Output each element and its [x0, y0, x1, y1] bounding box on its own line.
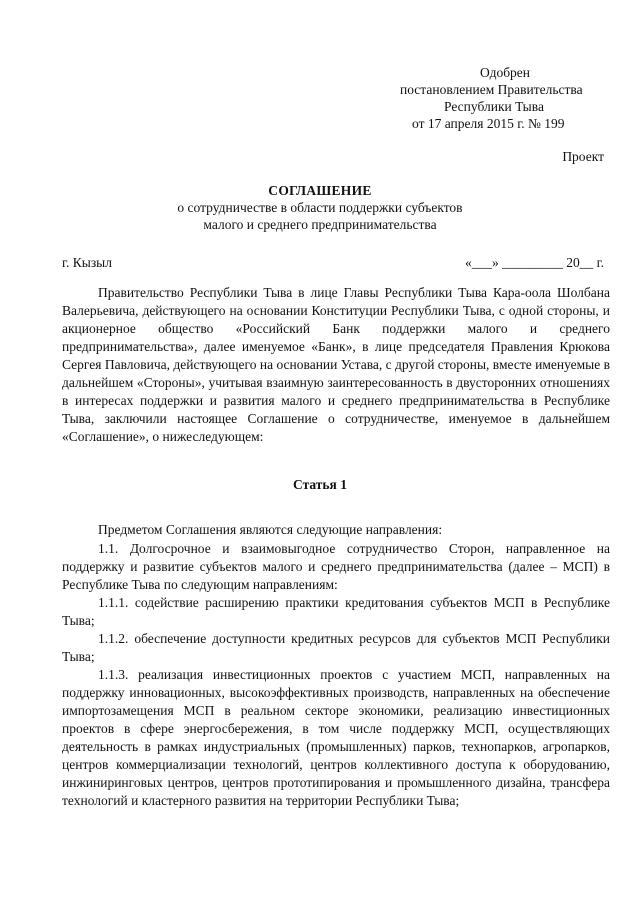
draft-label: Проект — [562, 149, 604, 164]
title-main: СОГЛАШЕНИЕ — [268, 183, 372, 198]
clause-1-1-3: 1.1.3. реализация инвестиционных проектов с участием МСП, направленных на поддержку инновационных, высокоэффективных производств, направленных на обеспечение импортозамещения МСП в реальном секторе экономики, реализацию инвестиционных проектов в сфере энергосбережения, в том числе поддержку МСП, осуществляющих деятельность в рамках индустриальных (промышленных) парков, технопарков, агропарков, центров коммерциализации технологий, центров коллективного доступа к оборудованию, инжиниринговых центров, центров прототипирования и промышленного дизайна, трансфера технологий и кластерного развития на территории Республики Тыва; — [62, 667, 610, 808]
document-title — [0, 182, 640, 233]
clause-1-1: 1.1. Долгосрочное и взаимовыгодное сотрудничество Сторон, направленное на поддержку и развитие субъектов малого и среднего предпринимательства (далее – МСП) в Республике Тыва по следующим направлениям: — [62, 541, 610, 592]
city-label: г. Кызыл — [62, 255, 112, 270]
intro-paragraph: Правительство Республики Тыва в лице Главы Республики Тыва Кара-оола Шолбана Валерьевича, действующего на основании Конституции Республики Тыва, с одной стороны, и акционерное общество «Российский Банк поддержки малого и среднего предпринимательства», далее именуемое «Банк», в лице председателя Правления Крюкова Сергея Павловича, действующего на основании Устава, с другой стороны, вместе именуемые в дальнейшем «Стороны», учитывая взаимную заинтересованность в двусторонних отношениях в интересах поддержки и развития малого и среднего предпринимательства в Республике Тыва, заключили настоящее Соглашение о сотрудничестве, именуемое в дальнейшем «Соглашение», о нижеследующем: — [62, 285, 610, 444]
approval-line-1: Одобрен — [480, 65, 531, 80]
title-sub-2: малого и среднего предпринимательства — [203, 217, 437, 232]
clause-1-1-1: 1.1.1. содействие расширению практики кредитования субъектов МСП в Республике Тыва; — [62, 595, 610, 628]
approval-line-2: постановлением Правительства — [400, 82, 583, 97]
date-blank: «___» _________ 20__ г. — [464, 255, 604, 270]
clause-1-1-2: 1.1.2. обеспечение доступности кредитных ресурсов для субъектов МСП Республики Тыва; — [62, 631, 610, 664]
title-sub-1: о сотрудничестве в области поддержки субъектов — [177, 200, 463, 215]
approval-line-4: от 17 апреля 2015 г. № 199 — [412, 116, 565, 131]
approval-stamp — [360, 64, 640, 132]
article-heading: Статья 1 — [293, 477, 347, 492]
subject-line: Предметом Соглашения являются следующие направления: — [98, 522, 443, 537]
approval-line-3: Республики Тыва — [444, 99, 544, 114]
